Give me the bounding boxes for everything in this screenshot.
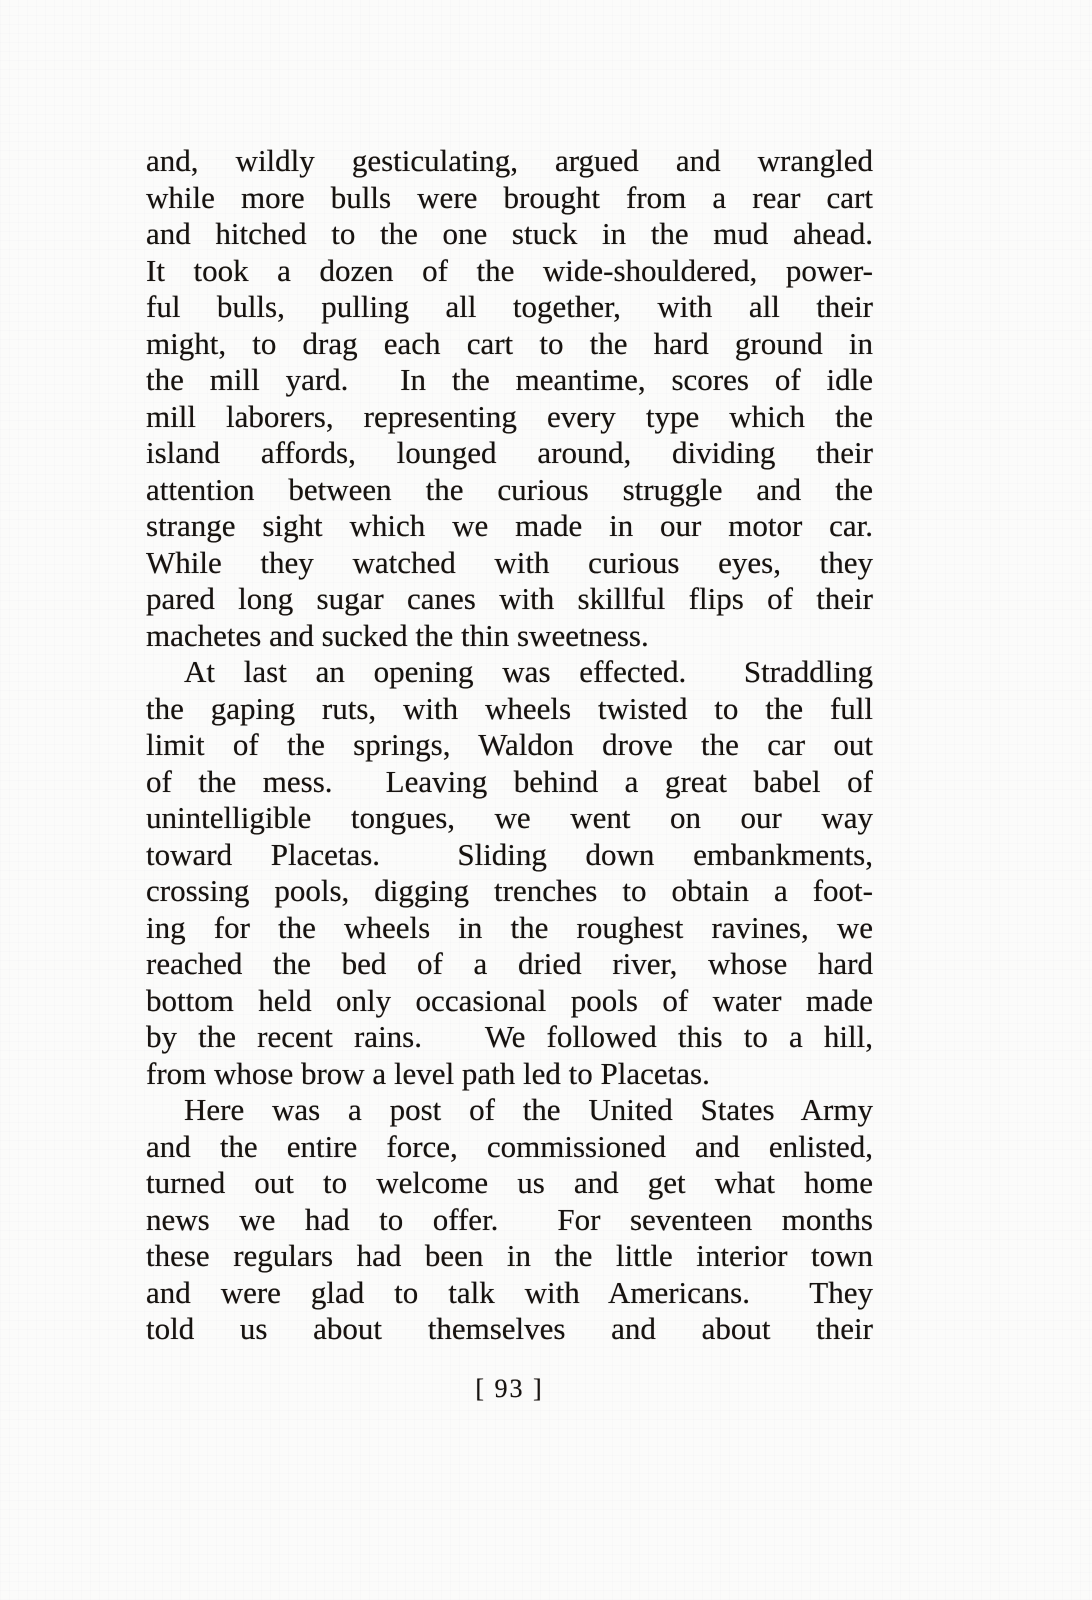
text-line: While they watched with curious eyes, they xyxy=(146,544,873,580)
text-line: news we had to offer. For seventeen months xyxy=(146,1201,873,1237)
text-line: the mill yard. In the meantime, scores of idle xyxy=(146,362,873,397)
text-line: strange sight which we made in our motor car. xyxy=(146,508,873,543)
text-line: while more bulls were brought from a rear cart xyxy=(146,179,873,215)
text-line: Here was a post of the United States Army xyxy=(184,1092,873,1127)
text-line: turned out to welcome us and get what home xyxy=(146,1165,873,1200)
text-line: island affords, lounged around, dividing their xyxy=(146,435,873,470)
text-line: toward Placetas. Sliding down embankments, xyxy=(146,836,873,872)
text-line: crossing pools, digging trenches to obtain a foot- xyxy=(146,873,873,908)
text-line: told us about themselves and about their xyxy=(146,1311,873,1346)
text-line: and were glad to talk with Americans. They xyxy=(146,1274,873,1310)
text-line: and, wildly gesticulating, argued and wrangled xyxy=(146,143,873,178)
text-line: ing for the wheels in the roughest ravines, we xyxy=(146,909,873,945)
text-line: and hitched to the one stuck in the mud ahead. xyxy=(146,216,873,251)
text-line: It took a dozen of the wide-shouldered, power- xyxy=(146,252,873,288)
text-line: might, to drag each cart to the hard ground in xyxy=(146,325,873,361)
text-line: of the mess. Leaving behind a great babel of xyxy=(146,763,873,799)
text-line: At last an opening was effected. Straddling xyxy=(184,654,873,689)
text-line: these regulars had been in the little interior town xyxy=(146,1238,873,1273)
text-line: machetes and sucked the thin sweetness. xyxy=(146,617,649,653)
text-line: limit of the springs, Waldon drove the car out xyxy=(146,727,873,762)
text-line: unintelligible tongues, we went on our way xyxy=(146,800,873,835)
text-line: the gaping ruts, with wheels twisted to the full xyxy=(146,690,873,726)
text-line: bottom held only occasional pools of water made xyxy=(146,982,873,1018)
text-line: from whose brow a level path led to Placetas. xyxy=(146,1055,710,1091)
text-line: pared long sugar canes with skillful flips of their xyxy=(146,581,873,616)
text-line: reached the bed of a dried river, whose hard xyxy=(146,946,873,981)
text-line: and the entire force, commissioned and enlisted, xyxy=(146,1128,873,1164)
text-line: mill laborers, representing every type which the xyxy=(146,398,873,434)
text-line: ful bulls, pulling all together, with all their xyxy=(146,289,873,324)
text-line: attention between the curious struggle and the xyxy=(146,471,873,507)
text-line: by the recent rains. We followed this to a hill, xyxy=(146,1019,873,1054)
page-number: [ 93 ] xyxy=(475,1374,544,1403)
body-text xyxy=(146,143,873,1348)
